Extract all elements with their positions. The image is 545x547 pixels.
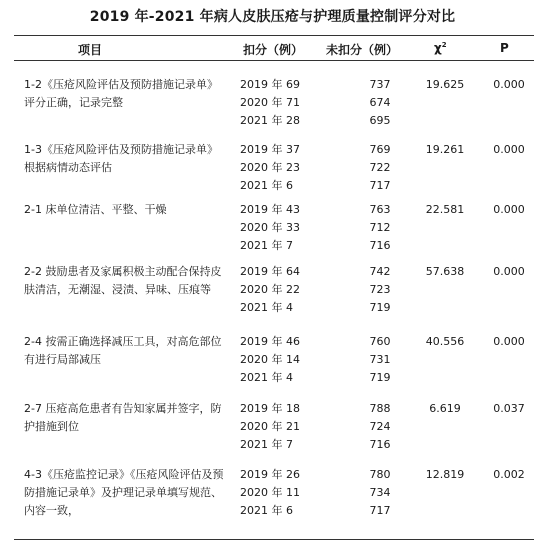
p-value: 0.000 [493, 78, 525, 91]
table-title: 2019 年-2021 年病人皮肤压疮与护理质量控制评分对比 [89, 9, 456, 25]
undeducted-value: 712 [369, 221, 391, 234]
chi-square-value: 6.619 [429, 402, 461, 415]
undeducted-value: 716 [369, 438, 391, 451]
undeducted-value: 760 [369, 335, 391, 348]
p-value: 0.000 [493, 143, 525, 156]
deducted-value: 2019 年 18 [240, 402, 300, 415]
p-value: 0.000 [493, 203, 525, 216]
deducted-value: 2019 年 64 [240, 265, 300, 278]
table-header-rule [14, 60, 534, 61]
table-bottom-rule [14, 539, 534, 540]
deducted-value: 2020 年 22 [240, 283, 300, 296]
undeducted-value: 763 [369, 203, 391, 216]
year-line [240, 281, 500, 299]
deducted-value: 2021 年 6 [240, 504, 293, 517]
header-undeducted: 未扣分（例） [326, 43, 399, 57]
header-chi-square [434, 41, 447, 55]
undeducted-value: 742 [369, 265, 391, 278]
deducted-value: 2020 年 11 [240, 486, 300, 499]
deducted-value: 2020 年 14 [240, 353, 300, 366]
year-line [240, 436, 500, 454]
undeducted-value: 724 [369, 420, 391, 433]
header-p: P [500, 41, 509, 55]
year-line [240, 418, 500, 436]
year-line [240, 94, 500, 112]
undeducted-value: 780 [369, 468, 391, 481]
row-item-label: 2-7 压疮高危患者有告知家属并签字，防护措施到位 [24, 402, 222, 433]
row-item-label: 1-3《压疮风险评估及预防措施记录单》根据病情动态评估 [24, 143, 218, 174]
undeducted-value: 788 [369, 402, 391, 415]
year-line [240, 299, 500, 317]
chi-square-value: 57.638 [425, 265, 465, 278]
undeducted-value: 717 [369, 179, 391, 192]
year-line [240, 484, 500, 502]
undeducted-value: 737 [369, 78, 391, 91]
undeducted-value: 723 [369, 283, 391, 296]
deducted-value: 2019 年 37 [240, 143, 300, 156]
year-line [240, 177, 500, 195]
header-chi-superscript: 2 [441, 41, 447, 49]
deducted-value: 2021 年 7 [240, 239, 293, 252]
deducted-value: 2020 年 23 [240, 161, 300, 174]
undeducted-value: 769 [369, 143, 391, 156]
undeducted-value: 674 [369, 96, 391, 109]
deducted-value: 2021 年 28 [240, 114, 300, 127]
p-value: 0.037 [493, 402, 525, 415]
deducted-value: 2019 年 26 [240, 468, 300, 481]
table-top-rule [14, 35, 534, 36]
chi-square-value: 12.819 [425, 468, 465, 481]
deducted-value: 2021 年 7 [240, 438, 293, 451]
deducted-value: 2021 年 6 [240, 179, 293, 192]
chi-square-value: 22.581 [425, 203, 465, 216]
deducted-value: 2019 年 69 [240, 78, 300, 91]
header-deducted: 扣分（例） [243, 43, 304, 57]
undeducted-value: 734 [369, 486, 391, 499]
undeducted-value: 719 [369, 371, 391, 384]
year-line [240, 237, 500, 255]
chi-square-value: 19.261 [425, 143, 465, 156]
undeducted-value: 695 [369, 114, 391, 127]
row-item-label: 2-1 床单位清洁、平整、干燥 [24, 203, 167, 216]
row-item-label: 1-2《压疮风险评估及预防措施记录单》评分正确，记录完整 [24, 78, 218, 109]
p-value: 0.000 [493, 335, 525, 348]
deducted-value: 2021 年 4 [240, 301, 293, 314]
row-item-label: 2-4 按需正确选择减压工具，对高危部位有进行局部减压 [24, 335, 222, 366]
deducted-value: 2020 年 21 [240, 420, 300, 433]
deducted-value: 2020 年 71 [240, 96, 300, 109]
p-value: 0.000 [493, 265, 525, 278]
header-item: 项目 [78, 43, 103, 57]
deducted-value: 2021 年 4 [240, 371, 293, 384]
undeducted-value: 717 [369, 504, 391, 517]
undeducted-value: 716 [369, 239, 391, 252]
row-item-label: 4-3《压疮监控记录》《压疮风险评估及预防措施记录单》及护理记录单填写规范、内容一致， [24, 468, 224, 517]
deducted-value: 2020 年 33 [240, 221, 300, 234]
year-line [240, 369, 500, 387]
header-chi-symbol: χ [434, 41, 442, 55]
p-value: 0.002 [493, 468, 525, 481]
year-line [240, 112, 500, 130]
chi-square-value: 40.556 [425, 335, 465, 348]
deducted-value: 2019 年 46 [240, 335, 300, 348]
undeducted-value: 719 [369, 301, 391, 314]
year-line [240, 351, 500, 369]
year-line [240, 219, 500, 237]
deducted-value: 2019 年 43 [240, 203, 300, 216]
undeducted-value: 731 [369, 353, 391, 366]
row-item-label: 2-2 鼓励患者及家属积极主动配合保持皮肤清洁，无潮湿、浸渍、异味、压痕等 [24, 265, 222, 296]
year-line [240, 159, 500, 177]
year-line [240, 502, 500, 520]
undeducted-value: 722 [369, 161, 391, 174]
chi-square-value: 19.625 [425, 78, 465, 91]
